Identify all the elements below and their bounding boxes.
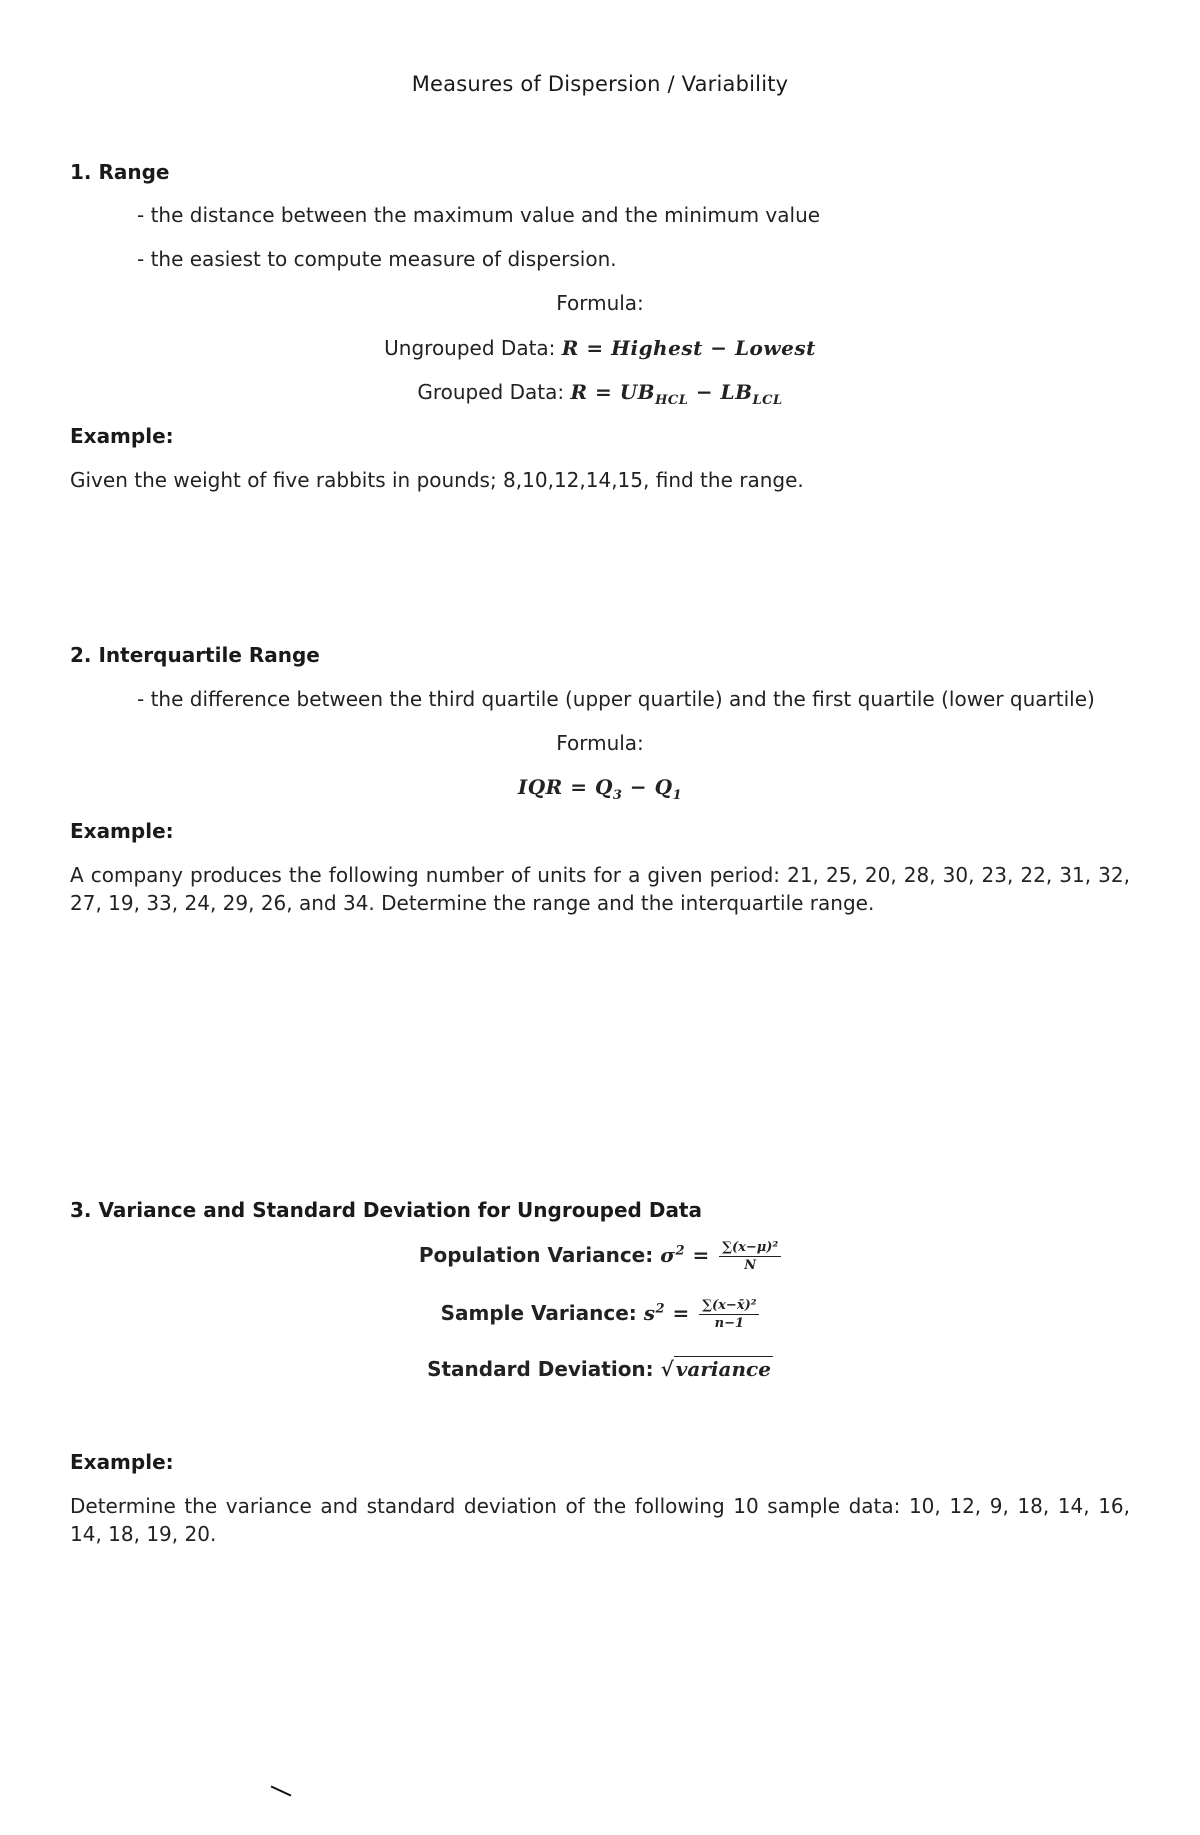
range-example-text: Given the weight of five rabbits in pounds; 8,10,12,14,15, find the range.: [70, 468, 804, 492]
sample-variance-fraction: [699, 1298, 759, 1331]
range-grouped-formula: [0, 380, 1200, 408]
iqr-equation: [517, 775, 683, 803]
sqrt-radicand: variance: [675, 1357, 771, 1381]
standard-deviation-formula: [0, 1357, 1200, 1381]
variance-heading: 3. Variance and Standard Deviation for Ungrouped Data: [70, 1198, 702, 1222]
sqrt-expression: [661, 1356, 773, 1381]
grouped-sub-hcl: HCL: [655, 393, 689, 408]
sqrt-symbol: √: [660, 1357, 674, 1381]
grouped-lhs: R = UB: [570, 380, 656, 404]
sample-variance-lhs: $s^2$ =: [643, 1301, 698, 1325]
iqr-formula: [0, 775, 1200, 803]
sigma-exponent: 2: [675, 1243, 686, 1259]
range-bullet-1: - the distance between the maximum value and the minimum value: [137, 203, 821, 227]
s-symbol: s: [643, 1301, 656, 1325]
grouped-label: Grouped Data:: [417, 380, 571, 404]
population-variance-fraction: [719, 1240, 781, 1273]
variance-example-label: Example:: [70, 1450, 174, 1474]
iqr-formula-label: Formula:: [556, 731, 644, 755]
range-heading: 1. Range: [70, 160, 170, 184]
population-variance-lhs: $\sigma^2$ =: [660, 1243, 718, 1267]
range-formula-label: Formula:: [556, 291, 644, 315]
population-numerator: ∑(x−μ)²: [719, 1240, 781, 1257]
population-variance-formula: [0, 1240, 1200, 1273]
iqr-sub-1: 1: [672, 788, 683, 803]
s-exponent: 2: [655, 1301, 666, 1317]
iqr-sub-3: 3: [612, 788, 623, 803]
population-variance-label: Population Variance:: [418, 1243, 661, 1267]
range-example-label: Example:: [70, 424, 174, 448]
stray-pen-mark: [271, 1785, 292, 1796]
iqr-heading: 2. Interquartile Range: [70, 643, 320, 667]
variance-example-text: Determine the variance and standard deviation of the following 10 sample data: 10, 12, 9, 18, 14, 16, 14, 18, 19, 20.: [70, 1494, 1130, 1546]
sample-variance-formula: [0, 1298, 1200, 1331]
sigma-symbol: σ: [660, 1243, 676, 1267]
ungrouped-equation: R = Highest − Lowest: [561, 336, 816, 360]
sample-numerator: ∑(x−x̄)²: [699, 1298, 759, 1315]
sample-variance-label: Sample Variance:: [440, 1301, 644, 1325]
page-title: Measures of Dispersion / Variability: [411, 72, 789, 96]
standard-deviation-label: Standard Deviation:: [427, 1357, 661, 1381]
iqr-mid: − Q: [622, 775, 673, 799]
iqr-bullet: - the difference between the third quartile (upper quartile) and the first quartile (lower quartile): [137, 687, 1095, 711]
grouped-mid: − LB: [688, 380, 753, 404]
range-ungrouped-formula: [0, 336, 1200, 360]
population-denominator: N: [744, 1258, 757, 1273]
grouped-equation: [570, 380, 783, 408]
grouped-sub-lcl: LCL: [752, 393, 783, 408]
sample-denominator: n−1: [714, 1316, 745, 1331]
ungrouped-label: Ungrouped Data:: [384, 336, 562, 360]
iqr-lhs: IQR = Q: [517, 775, 613, 799]
range-bullet-2: - the easiest to compute measure of dispersion.: [137, 247, 617, 271]
iqr-example-label: Example:: [70, 819, 174, 843]
iqr-example-text: A company produces the following number of units for a given period: 21, 25, 20, 28, 30, 23, 22, 31, 32, 27, 19, 33, 24, 29, 26, and 34. Determine the range and the interquartile range.: [70, 863, 1130, 915]
